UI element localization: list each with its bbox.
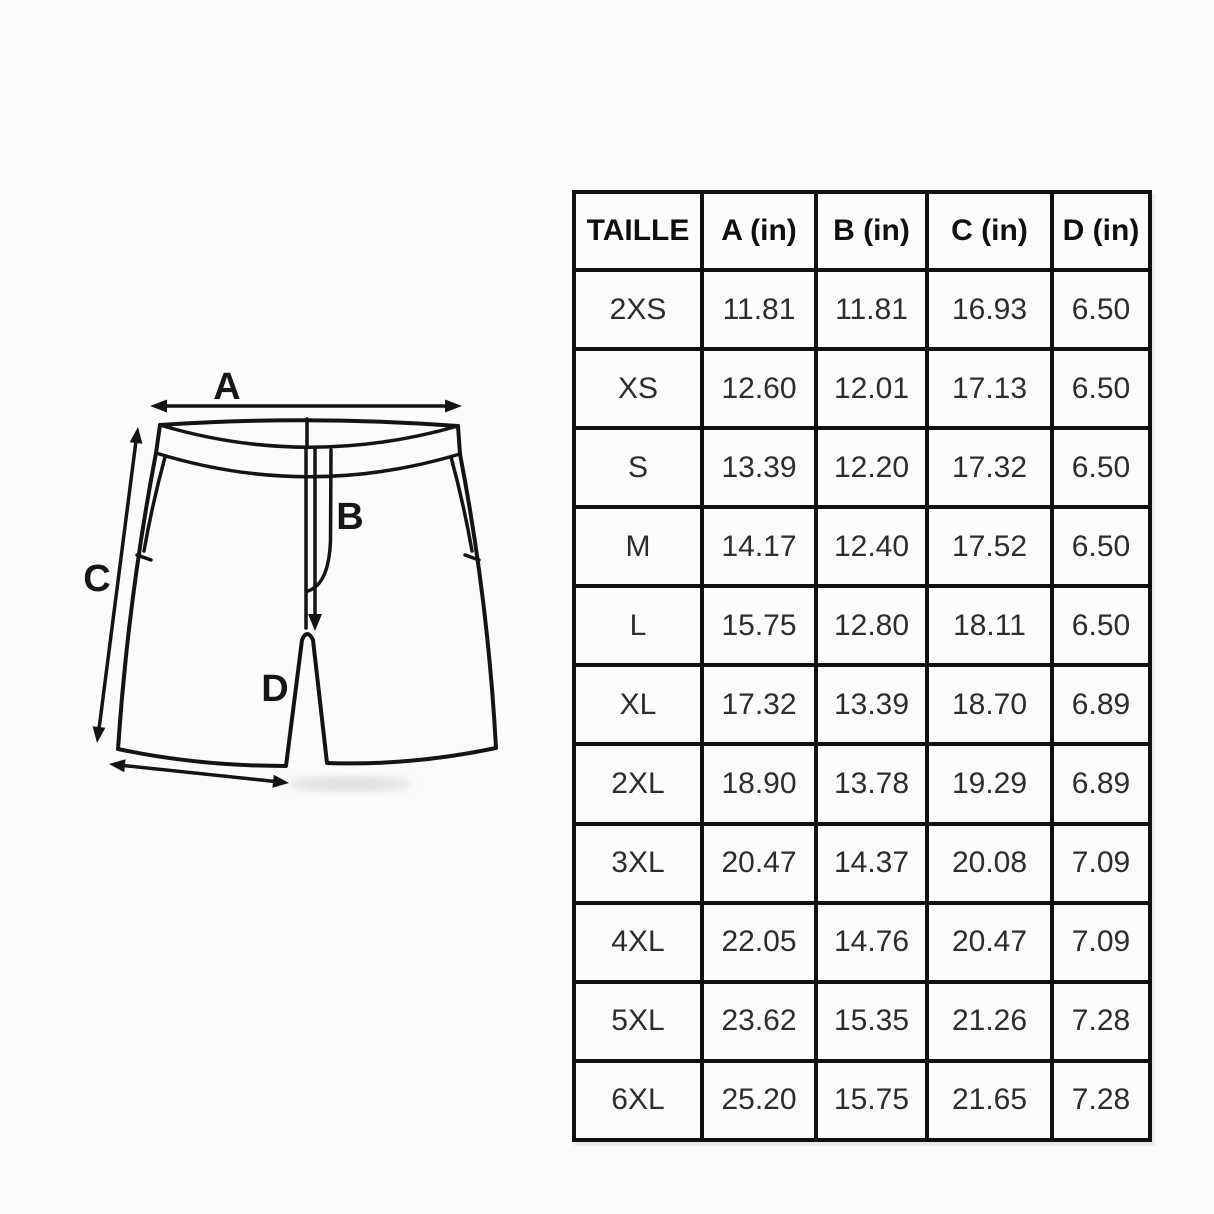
value-cell-d: 6.50 [1052, 507, 1150, 586]
value-cell-b: 12.01 [816, 349, 927, 428]
column-header-c: C (in) [927, 192, 1052, 270]
table-row [574, 270, 1150, 349]
waistband-bottom-edge [156, 453, 460, 477]
value-cell-a: 15.75 [702, 586, 816, 665]
value-cell-a: 11.81 [702, 270, 816, 349]
column-header-a: A (in) [702, 192, 816, 270]
table-row [574, 903, 1150, 982]
size-cell: XS [574, 349, 702, 428]
header-row [574, 192, 1150, 270]
value-cell-d: 6.50 [1052, 270, 1150, 349]
value-cell-a: 14.17 [702, 507, 816, 586]
value-cell-b: 12.40 [816, 507, 927, 586]
value-cell-a: 22.05 [702, 903, 816, 982]
value-cell-c: 17.32 [927, 428, 1052, 507]
value-cell-d: 7.09 [1052, 824, 1150, 903]
value-cell-c: 18.70 [927, 665, 1052, 744]
size-cell: 2XS [574, 270, 702, 349]
size-cell: 5XL [574, 982, 702, 1061]
size-cell: 6XL [574, 1061, 702, 1140]
column-header-d: D (in) [1052, 192, 1150, 270]
value-cell-a: 23.62 [702, 982, 816, 1061]
value-cell-d: 7.28 [1052, 1061, 1150, 1140]
size-table [572, 190, 1152, 1142]
fly-j-stitch [308, 450, 331, 591]
value-cell-a: 18.90 [702, 744, 816, 823]
table-row [574, 1061, 1150, 1140]
shorts-measurement-diagram [0, 0, 560, 820]
value-cell-c: 16.93 [927, 270, 1052, 349]
value-cell-b: 15.75 [816, 1061, 927, 1140]
value-cell-c: 21.65 [927, 1061, 1052, 1140]
waistband-top-edge [160, 420, 458, 426]
label-c: C [83, 558, 111, 600]
label-d: D [261, 668, 289, 710]
value-cell-d: 6.50 [1052, 428, 1150, 507]
column-header-taille: TAILLE [574, 192, 702, 270]
column-header-b: B (in) [816, 192, 927, 270]
value-cell-d: 6.89 [1052, 665, 1150, 744]
size-cell: L [574, 586, 702, 665]
value-cell-a: 25.20 [702, 1061, 816, 1140]
value-cell-c: 20.47 [927, 903, 1052, 982]
table-row [574, 507, 1150, 586]
value-cell-a: 12.60 [702, 349, 816, 428]
value-cell-a: 20.47 [702, 824, 816, 903]
value-cell-b: 14.37 [816, 824, 927, 903]
size-table-header [574, 192, 1150, 270]
value-cell-c: 20.08 [927, 824, 1052, 903]
value-cell-c: 19.29 [927, 744, 1052, 823]
value-cell-b: 13.39 [816, 665, 927, 744]
value-cell-d: 7.09 [1052, 903, 1150, 982]
value-cell-d: 6.50 [1052, 349, 1150, 428]
value-cell-c: 17.52 [927, 507, 1052, 586]
value-cell-d: 6.50 [1052, 586, 1150, 665]
value-cell-b: 11.81 [816, 270, 927, 349]
size-cell: 3XL [574, 824, 702, 903]
value-cell-d: 6.89 [1052, 744, 1150, 823]
table-row [574, 982, 1150, 1061]
arrow-a [150, 400, 462, 413]
size-cell: 4XL [574, 903, 702, 982]
value-cell-b: 13.78 [816, 744, 927, 823]
value-cell-c: 17.13 [927, 349, 1052, 428]
value-cell-b: 15.35 [816, 982, 927, 1061]
label-a: A [213, 366, 241, 408]
table-row [574, 665, 1150, 744]
ground-shadow [288, 777, 412, 791]
value-cell-a: 13.39 [702, 428, 816, 507]
size-cell: XL [574, 665, 702, 744]
size-cell: 2XL [574, 744, 702, 823]
table-row [574, 428, 1150, 507]
value-cell-b: 12.80 [816, 586, 927, 665]
size-table-body [574, 270, 1150, 1140]
table-row [574, 744, 1150, 823]
value-cell-d: 7.28 [1052, 982, 1150, 1061]
value-cell-b: 14.76 [816, 903, 927, 982]
table-row [574, 349, 1150, 428]
table-row [574, 586, 1150, 665]
value-cell-b: 12.20 [816, 428, 927, 507]
value-cell-c: 21.26 [927, 982, 1052, 1061]
waistband-front-rim [160, 425, 458, 447]
size-cell: S [574, 428, 702, 507]
value-cell-a: 17.32 [702, 665, 816, 744]
label-b: B [336, 496, 364, 538]
value-cell-c: 18.11 [927, 586, 1052, 665]
size-cell: M [574, 507, 702, 586]
table-row [574, 824, 1150, 903]
